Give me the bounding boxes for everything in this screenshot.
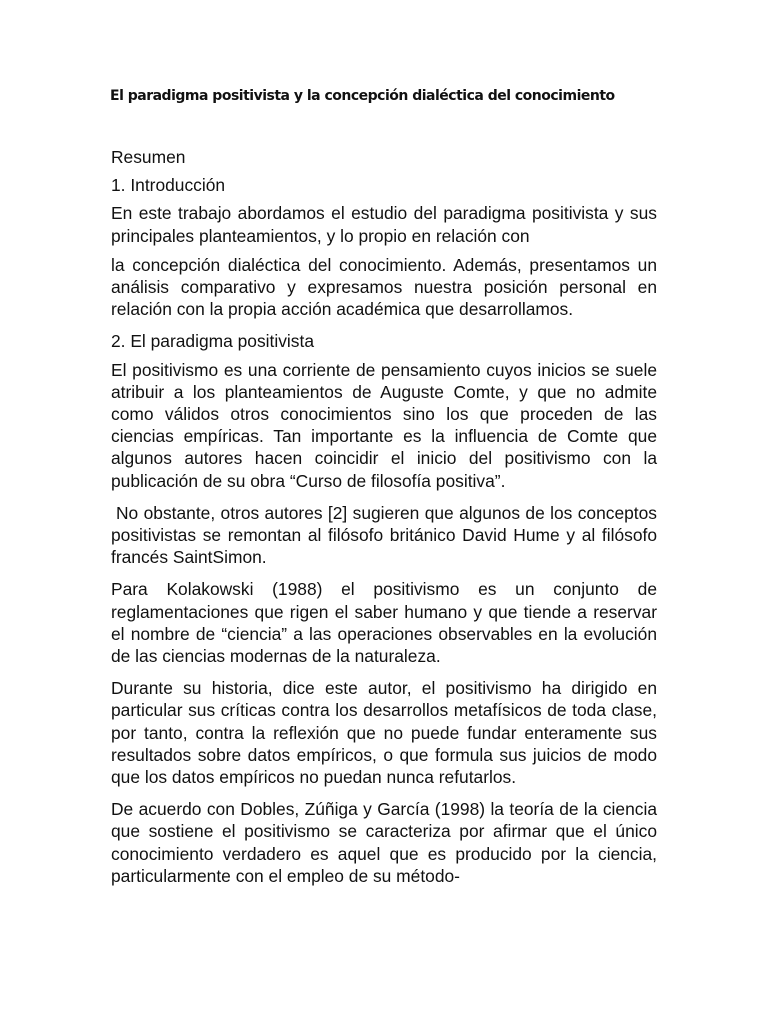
paragraph-positivism-origin: El positivismo es una corriente de pensamiento cuyos inicios se suele atribuir a los planteamientos de Auguste Comte, y que no admite como válidos otros conocimientos sino los que proceden de las ciencias empíricas. Tan importante es la influencia de Comte que algunos autores hacen coincidir el inicio del positivismo con la publicación de su obra “Curso de filosofía positiva”. [111,359,657,491]
paragraph-introduction-part1: En este trabajo abordamos el estudio del paradigma positivista y sus principales planteamientos, y lo propio en relación con [111,203,657,246]
document-title: El paradigma positivista y la concepción dialéctica del conocimiento [110,88,615,104]
section-heading-abstract: Resumen [111,147,186,167]
paragraph-history-critique: Durante su historia, dice este autor, el positivismo ha dirigido en particular sus críticas contra los desarrollos metafísicos de toda clase, por tanto, contra la reflexión que no puede fundar enteramente sus resultados sobre datos empíricos, o que formula sus juicios de modo que los datos empíricos no puedan nunca refutarlos. [111,678,657,788]
paragraph-introduction-part2: la concepción dialéctica del conocimiento. Además, presentamos un análisis comparativo y expresamos nuestra posición personal en relación con la propia acción académica que desarrollamos. [111,254,657,320]
paragraph-kolakowski: Para Kolakowski (1988) el positivismo es un conjunto de reglamentaciones que rigen el saber humano y que tiende a reservar el nombre de “ciencia” a las operaciones observables en la evolución de las ciencias modernas de la naturaleza. [111,579,657,667]
paragraph-dobles-zuniga-garcia: De acuerdo con Dobles, Zúñiga y García (1998) la teoría de la ciencia que sostiene el positivismo se caracteriza por afirmar que el único conocimiento verdadero es aquel que es producido por la ciencia, particularmente con el empleo de su método- [111,799,657,886]
document-body [111,146,657,897]
section-heading-positivism: 2. El paradigma positivista [111,331,314,352]
paragraph-other-authors: No obstante, otros autores [2] sugieren que algunos de los conceptos positivistas se remontan al filósofo británico David Hume y al filósofo francés SaintSimon. [111,502,657,568]
section-heading-introduction: 1. Introducción [111,175,226,196]
